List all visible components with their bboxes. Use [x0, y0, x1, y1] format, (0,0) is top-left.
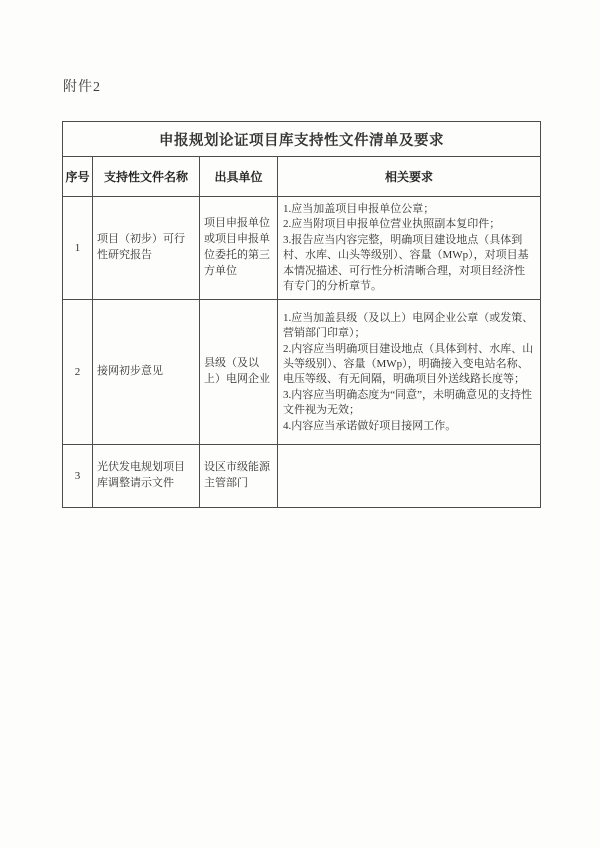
document-name: 项目（初步）可行性研究报告: [93, 197, 200, 300]
column-header-issuer: 出具单位: [200, 157, 278, 197]
requirement-item: 3.内容应当明确态度为“同意”，未明确意见的支持性文件视为无效；: [283, 388, 533, 417]
requirement-item: 2.应当附项目申报单位营业执照副本复印件；: [283, 218, 501, 231]
supporting-documents-table: [62, 121, 541, 508]
requirements-cell: [278, 445, 541, 508]
requirement-item: 1.应当加盖县级（及以上）电网企业公章（或发策、营销部门印章）；: [283, 311, 534, 340]
column-header-index: 序号: [63, 157, 93, 197]
row-index: 1: [63, 197, 93, 300]
requirement-item: 3.报告应当内容完整，明确项目建设地点（具体到村、水库、山头等级别）、容量（MWp），对项目基本情况描述、可行性分析清晰合理，对项目经济性有专门的分析章节。: [283, 233, 529, 292]
issuing-unit: 县级（及以上）电网企业: [200, 300, 278, 445]
issuing-unit: 项目申报单位或项目申报单位委托的第三方单位: [200, 197, 278, 300]
attachment-label: 附件2: [63, 80, 101, 95]
table-title: 申报规划论证项目库支持性文件清单及要求: [63, 122, 541, 157]
column-header-name: 支持性文件名称: [93, 157, 200, 197]
document-name: 光伏发电规划项目库调整请示文件: [93, 445, 200, 508]
table-title-row: [63, 122, 541, 157]
table-row: [63, 445, 541, 508]
document-name: 接网初步意见: [93, 300, 200, 445]
row-index: 2: [63, 300, 93, 445]
table-row: [63, 197, 541, 300]
issuing-unit: 设区市级能源主管部门: [200, 445, 278, 508]
table-header-row: [63, 157, 541, 197]
column-header-requirements: 相关要求: [278, 157, 541, 197]
table-row: [63, 300, 541, 445]
requirement-item: 2.内容应当明确项目建设地点（具体到村、水库、山头等级别）、容量（MWp），明确接入变电站名称、电压等级、有无间隔，明确项目外送线路长度等；: [283, 342, 534, 386]
requirements-cell: [278, 197, 541, 300]
requirement-item: 1.应当加盖项目申报单位公章；: [283, 203, 435, 215]
requirements-cell: [278, 300, 541, 445]
row-index: 3: [63, 445, 93, 508]
requirement-item: 4.内容应当承诺做好项目接网工作。: [283, 419, 457, 432]
